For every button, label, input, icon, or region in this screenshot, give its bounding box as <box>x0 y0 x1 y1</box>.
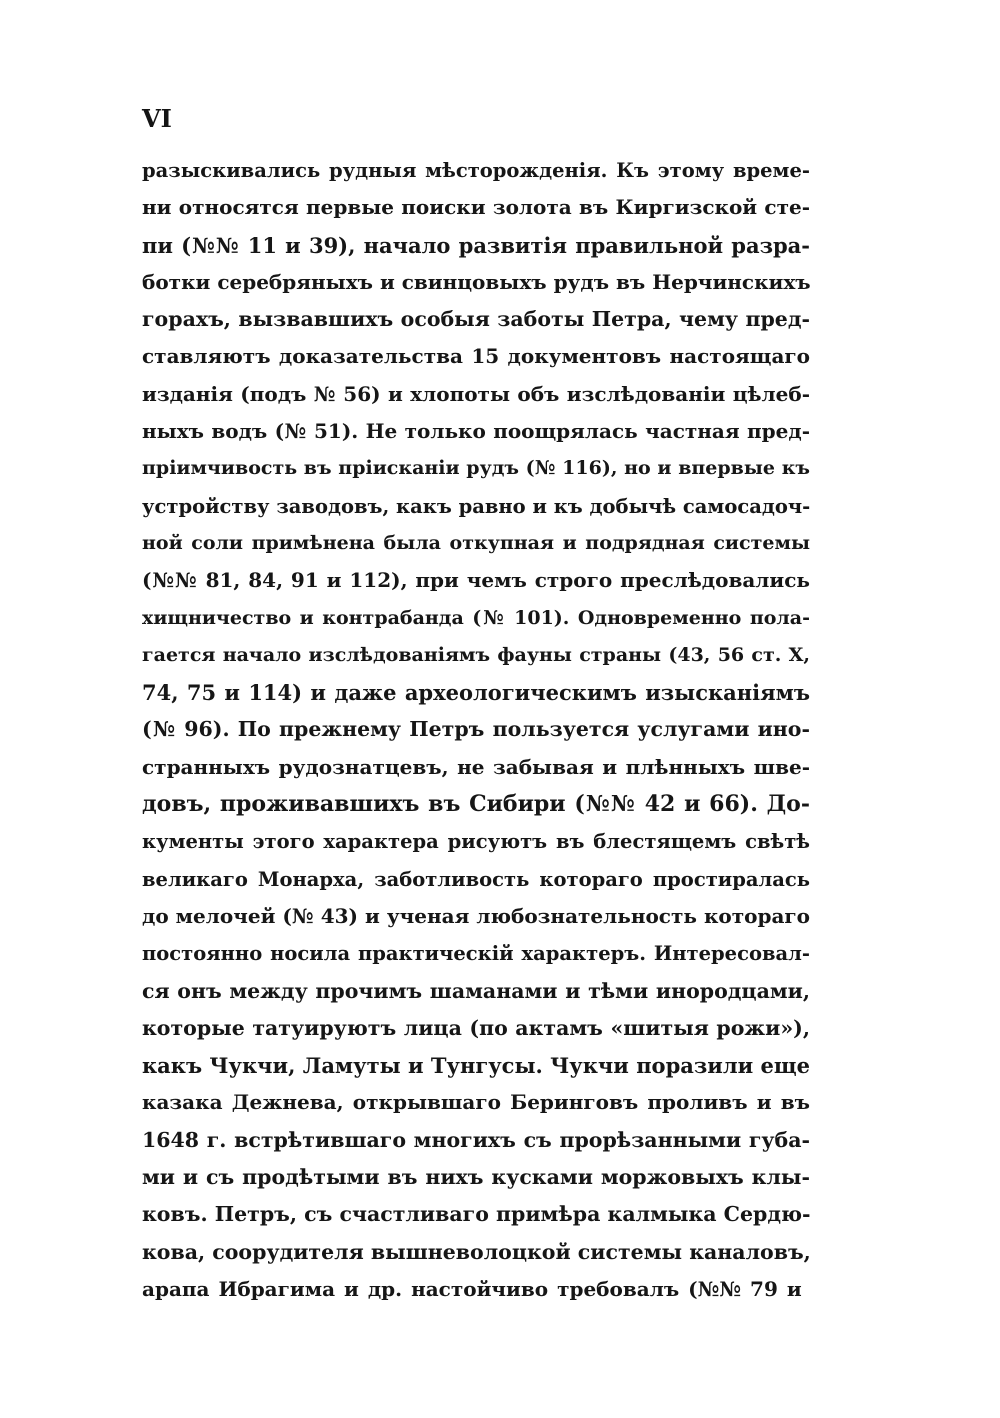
text-line: разыскивались рудныя мѣсторожденія. Къ этому време- <box>142 159 810 182</box>
text-line: пріимчивость въ пріисканіи рудъ (№ 116), но и впервые къ <box>142 457 810 480</box>
text-line: изданія (подъ № 56) и хлопоты объ изслѣдованіи цѣлеб- <box>142 381 810 406</box>
page-number: VI <box>142 104 172 133</box>
text-line: пи (№№ 11 и 39), начало развитія правильной разра- <box>142 232 810 258</box>
body-text <box>142 152 810 1308</box>
text-line: до мелочей (№ 43) и ученая любознательность котораго <box>142 903 810 928</box>
text-line: ковъ. Петръ, съ счастливаго примѣра калмыка Сердю- <box>142 1202 811 1227</box>
text-line: 74, 75 и 114) и даже археологическимъ изысканіямъ <box>142 680 810 706</box>
text-line: какъ Чукчи, Ламуты и Тунгусы. Чукчи поразили еще <box>142 1053 810 1079</box>
text-line: довъ, проживавшихъ въ Сибири (№№ 42 и 66). До- <box>142 791 810 818</box>
text-line: гается начало изслѣдованіямъ фауны страны (43, 56 ст. X, <box>142 643 810 666</box>
text-line: устройству заводовъ, какъ равно и къ добычѣ самосадоч- <box>142 494 811 518</box>
text-line: ныхъ водъ (№ 51). Не только поощрялась частная пред- <box>142 419 810 444</box>
text-line: арапа Ибрагима и др. настойчиво требовалъ (№№ 79 и <box>142 1276 802 1301</box>
text-line: ботки серебряныхъ и свинцовыхъ рудъ въ Нерчинскихъ <box>142 269 811 294</box>
text-line: ся онъ между прочимъ шаманами и тѣми инородцами, <box>142 978 810 1003</box>
text-line: (№№ 81, 84, 91 и 112), при чемъ строго преслѣдовались <box>142 568 810 593</box>
text-line: постоянно носила практическій характеръ. Интересовал- <box>142 942 810 966</box>
text-line: хищничество и контрабанда (№ 101). Одновременно пола- <box>142 606 810 629</box>
text-line: (№ 96). По прежнему Петръ пользуется услугами ино- <box>142 717 810 742</box>
text-line: кова, соорудителя вышневолоцкой системы каналовъ, <box>142 1239 811 1264</box>
text-line: странныхъ рудознатцевъ, не забывая и плѣнныхъ шве- <box>142 754 810 779</box>
text-line: великаго Монарха, заботливость котораго простиралась <box>142 867 810 891</box>
text-line: казака Дежнева, открывшаго Беринговъ проливъ и въ <box>142 1090 810 1115</box>
text-line: горахъ, вызвавшихъ особыя заботы Петра, чему пред- <box>142 307 810 332</box>
text-line: 1648 г. встрѣтившаго многихъ съ прорѣзанными губа- <box>142 1127 810 1152</box>
text-line: ми и съ продѣтыми въ нихъ кусками моржовыхъ клы- <box>142 1165 810 1190</box>
text-line: ни относятся первые поиски золота въ Киргизской сте- <box>142 195 810 220</box>
text-line: кументы этого характера рисуютъ въ блестящемъ свѣтѣ <box>142 830 810 854</box>
text-line: ной соли примѣнена была откупная и подрядная системы <box>142 531 810 554</box>
text-line: ставляютъ доказательства 15 документовъ настоящаго <box>142 344 810 369</box>
text-line: которые татуируютъ лица (по актамъ «шитыя рожи»), <box>142 1015 810 1040</box>
